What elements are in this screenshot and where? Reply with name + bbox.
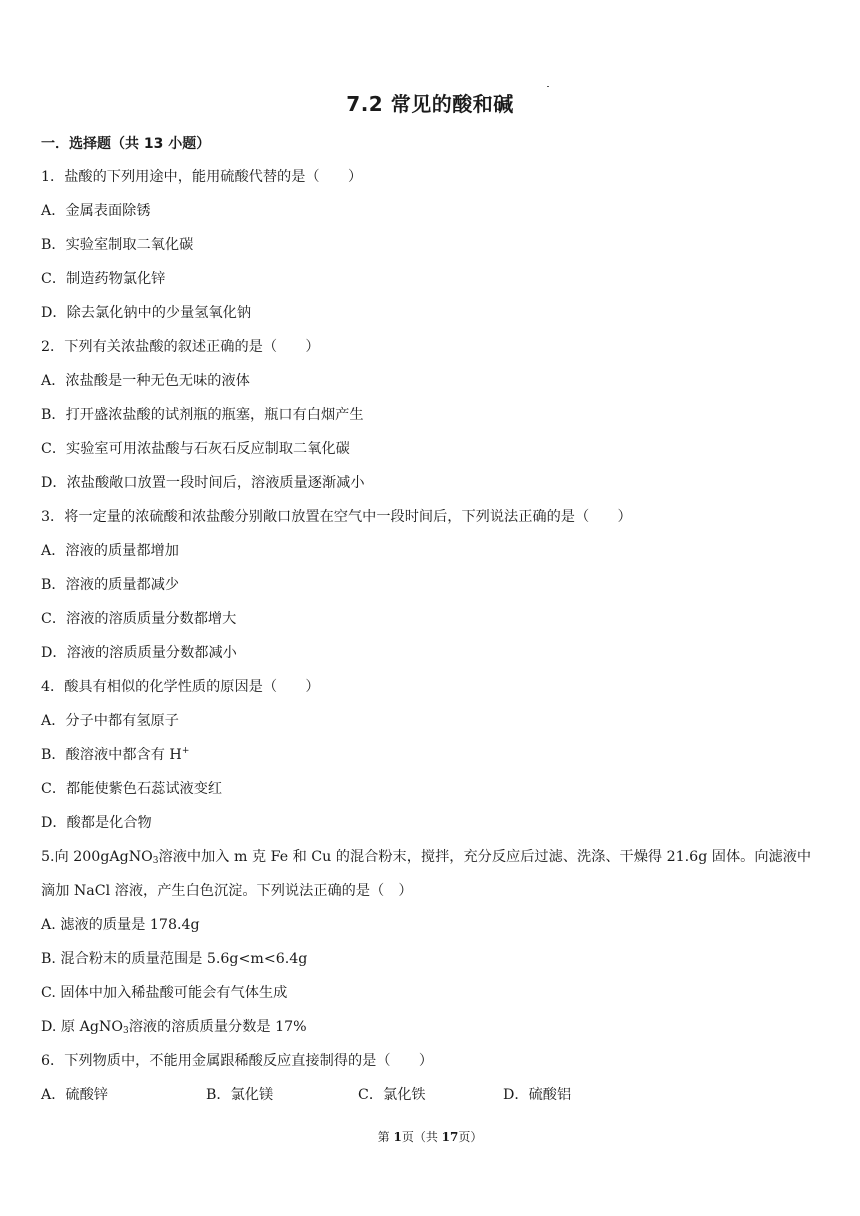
question-5-stem-line-1 bbox=[41, 847, 811, 867]
question-2-option-b: B．打开盛浓盐酸的试剂瓶的瓶塞，瓶口有白烟产生 bbox=[41, 407, 364, 423]
question-5-option-d-post: 溶液的溶质质量分数是 17% bbox=[128, 1019, 307, 1035]
question-1-option-a: A．金属表面除锈 bbox=[41, 203, 151, 219]
page-footer bbox=[0, 1128, 860, 1145]
question-6-option-d: D．硫酸铝 bbox=[503, 1087, 572, 1103]
question-5-stem-line-2: 滴加 NaCl 溶液，产生白色沉淀。下列说法正确的是（ ） bbox=[41, 883, 413, 899]
question-6-options bbox=[41, 1085, 821, 1105]
footer-prefix: 第 bbox=[377, 1130, 394, 1144]
question-2-option-c: C．实验室可用浓盐酸与石灰石反应制取二氧化碳 bbox=[41, 441, 350, 457]
question-5-stem-post: 溶液中加入 m 克 Fe 和 Cu 的混合粉末，搅拌，充分反应后过滤、洗涤、干燥得 21.6g 固体。向滤液中 bbox=[158, 849, 812, 865]
hydrogen-ion-charge: + bbox=[181, 746, 190, 756]
page-title: 7.2 常见的酸和碱 bbox=[346, 92, 514, 116]
question-4-option-b-text: B．酸溶液中都含有 H bbox=[41, 747, 182, 763]
question-1-stem: 1．盐酸的下列用途中，能用硫酸代替的是（ ） bbox=[41, 169, 363, 185]
section-heading: 一．选择题（共 13 小题） bbox=[41, 136, 211, 152]
question-1-option-d: D．除去氯化钠中的少量氢氧化钠 bbox=[41, 305, 252, 321]
question-6-option-b: B．氯化镁 bbox=[206, 1087, 274, 1103]
question-4-option-a: A．分子中都有氢原子 bbox=[41, 713, 179, 729]
question-3-option-c: C．溶液的溶质质量分数都增大 bbox=[41, 611, 237, 627]
question-2-stem: 2．下列有关浓盐酸的叙述正确的是（ ） bbox=[41, 339, 320, 355]
question-2-option-d: D．浓盐酸敞口放置一段时间后，溶液质量逐渐减小 bbox=[41, 475, 365, 491]
footer-page-number: 1 bbox=[393, 1130, 402, 1144]
question-5-stem-subscript: 3 bbox=[152, 856, 159, 866]
question-6-stem: 6．下列物质中，不能用金属跟稀酸反应直接制得的是（ ） bbox=[41, 1053, 434, 1069]
question-1-option-c: C．制造药物氯化锌 bbox=[41, 271, 166, 287]
scan-mark bbox=[547, 86, 549, 87]
question-5-option-d-pre: D. 原 AgNO bbox=[41, 1019, 123, 1035]
question-2-option-a: A．浓盐酸是一种无色无味的液体 bbox=[41, 373, 250, 389]
footer-suffix: 页） bbox=[458, 1130, 483, 1144]
question-4-option-d: D．酸都是化合物 bbox=[41, 815, 152, 831]
question-5-option-a: A. 滤液的质量是 178.4g bbox=[41, 917, 200, 933]
question-4-option-c: C．都能使紫色石蕊试液变红 bbox=[41, 781, 223, 797]
question-5-stem-pre: 5.向 200gAgNO bbox=[41, 849, 153, 865]
question-5-option-d-subscript: 3 bbox=[122, 1026, 129, 1036]
question-4-option-b bbox=[41, 745, 189, 765]
question-3-option-a: A．溶液的质量都增加 bbox=[41, 543, 179, 559]
question-3-stem: 3．将一定量的浓硫酸和浓盐酸分别敞口放置在空气中一段时间后，下列说法正确的是（ ） bbox=[41, 509, 632, 525]
question-5-option-c: C. 固体中加入稀盐酸可能会有气体生成 bbox=[41, 985, 288, 1001]
question-6-option-a: A．硫酸锌 bbox=[41, 1087, 108, 1103]
question-3-option-d: D．溶液的溶质质量分数都减小 bbox=[41, 645, 237, 661]
footer-middle: 页（共 bbox=[401, 1130, 442, 1144]
question-5-option-d bbox=[41, 1017, 307, 1037]
question-4-stem: 4．酸具有相似的化学性质的原因是（ ） bbox=[41, 679, 320, 695]
footer-total-pages: 17 bbox=[441, 1130, 459, 1144]
question-6-option-c: C．氯化铁 bbox=[358, 1087, 426, 1103]
question-5-option-b: B. 混合粉末的质量范围是 5.6g<m<6.4g bbox=[41, 951, 308, 967]
question-3-option-b: B．溶液的质量都减少 bbox=[41, 577, 180, 593]
question-1-option-b: B．实验室制取二氧化碳 bbox=[41, 237, 194, 253]
